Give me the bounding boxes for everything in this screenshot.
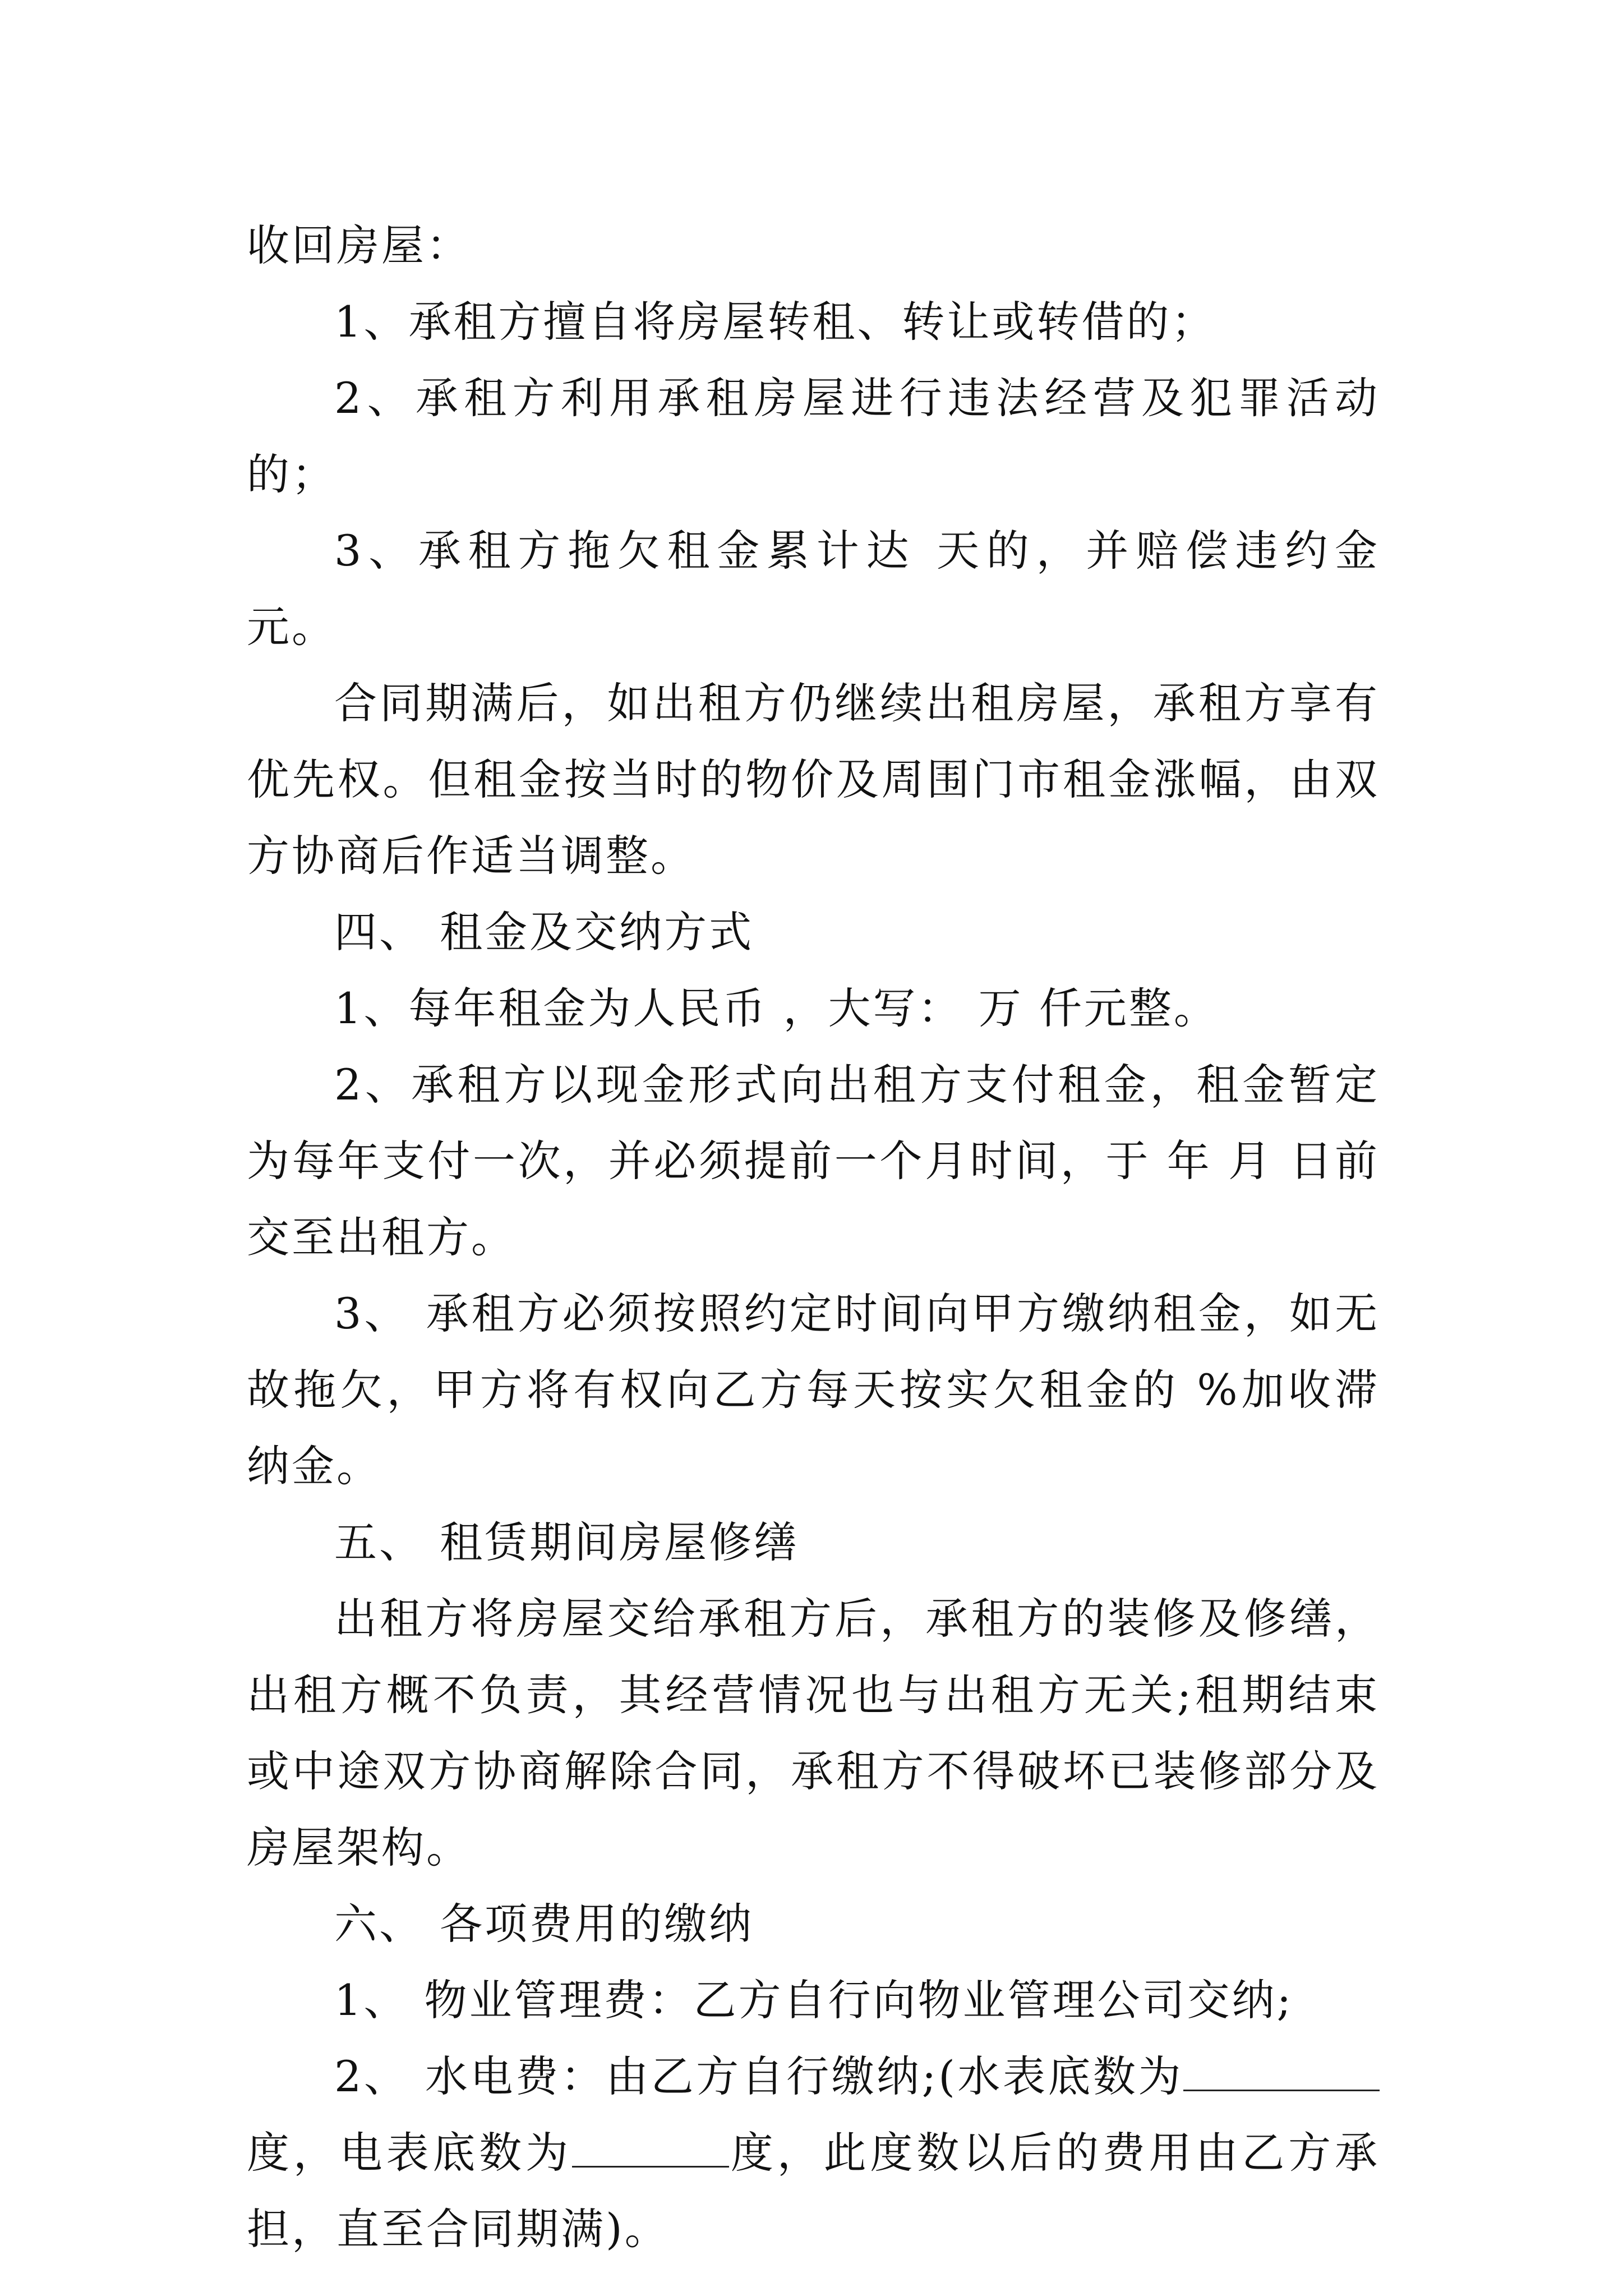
document-body xyxy=(247,208,1380,2267)
water-meter-blank xyxy=(1183,2049,1380,2091)
utilities-text-3: 度，此度数以后的费用由乙方承担，直至合同期满)。 xyxy=(247,2128,1380,2254)
clause-payment-method: 2、承租方以现金形式向出租方支付租金，租金暂定为每年支付一次，并必须提前一个月时间，于 年 月 日前交至出租方。 xyxy=(247,1060,1380,1262)
paragraph-reclaim-intro: 收回房屋： xyxy=(247,220,471,270)
clause-annual-rent: 1、每年租金为人民币 ，大写： 万 仟元整。 xyxy=(334,983,1219,1033)
section-heading-rent-payment: 四、 租金及交纳方式 xyxy=(334,907,754,957)
utilities-text-2: 度，电表底数为 xyxy=(247,2128,572,2178)
clause-property-fee: 1、 物业管理费：乙方自行向物业管理公司交纳; xyxy=(334,1975,1294,2025)
clause-illegal-use: 2、承租方利用承租房屋进行违法经营及犯罪活动的； xyxy=(247,373,1380,499)
clause-utilities xyxy=(247,2039,1380,2267)
paragraph-renewal-priority: 合同期满后，如出租方仍继续出租房屋，承租方享有优先权。但租金按当时的物价及周围门市租金涨幅，由双方协商后作适当调整。 xyxy=(247,678,1380,881)
clause-rent-arrears: 3、承租方拖欠租金累计达 天的，并赔偿违约金 元。 xyxy=(247,526,1380,652)
section-heading-repairs: 五、 租赁期间房屋修缮 xyxy=(334,1517,799,1567)
clause-late-fee: 3、 承租方必须按照约定时间向甲方缴纳租金，如无故拖欠，甲方将有权向乙方每天按实欠租金的 %加收滞纳金。 xyxy=(247,1289,1380,1491)
section-heading-fees: 六、 各项费用的缴纳 xyxy=(334,1899,754,1949)
clause-sublet: 1、承租方擅自将房屋转租、转让或转借的； xyxy=(334,297,1216,347)
electric-meter-blank xyxy=(572,2125,729,2168)
paragraph-repairs: 出租方将房屋交给承租方后，承租方的装修及修缮，出租方概不负责，其经营情况也与出租方无关;租期结束或中途双方协商解除合同，承租方不得破坏已装修部分及房屋架构。 xyxy=(247,1594,1380,1872)
utilities-text-1: 2、 水电费：由乙方自行缴纳;(水表底数为 xyxy=(334,2051,1183,2101)
